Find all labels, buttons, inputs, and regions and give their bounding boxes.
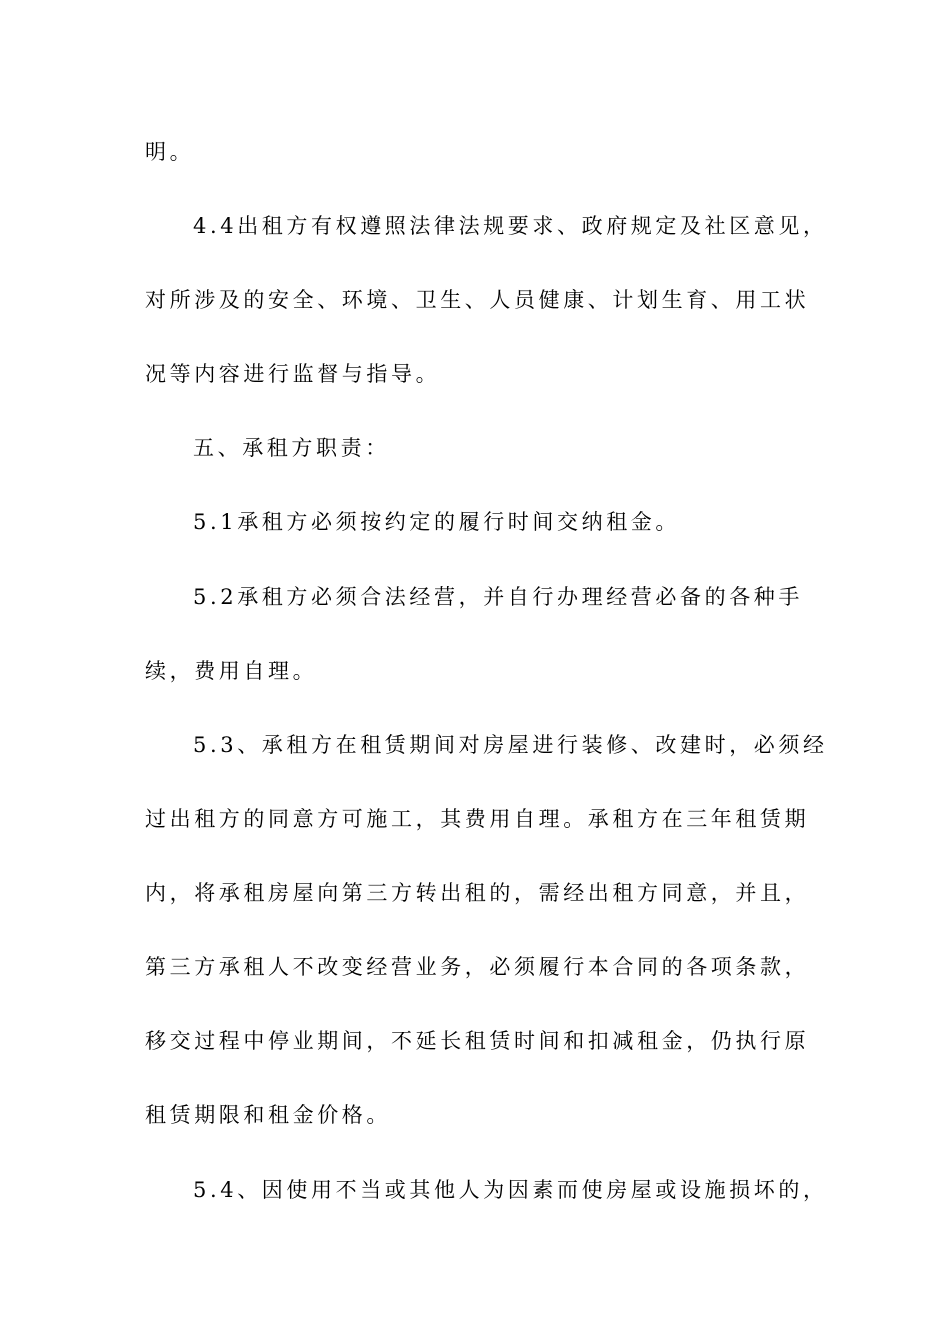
clause-5-3-line-3: 内，将承租房屋向第三方转出租的，需经出租方同意，并且，	[145, 881, 810, 905]
clause-5-3-line-1: 5.3、承租方在租赁期间对房屋进行装修、改建时，必须经	[193, 733, 828, 757]
clause-5-3-line-6: 租赁期限和租金价格。	[145, 1103, 391, 1127]
clause-5-3-line-2: 过出租方的同意方可施工，其费用自理。承租方在三年租赁期	[145, 807, 810, 831]
clause-5-1-line-1: 5.1承租方必须按约定的履行时间交纳租金。	[193, 510, 680, 534]
clause-5-4-line-1: 5.4、因使用不当或其他人为因素而使房屋或设施损坏的，	[193, 1178, 828, 1202]
clause-5-2-line-2: 续，费用自理。	[145, 659, 318, 683]
clause-4-4-line-1: 4.4出租方有权遵照法律法规要求、政府规定及社区意见，	[193, 214, 828, 238]
text-line-1: 明。	[145, 140, 195, 164]
clause-4-4-line-2: 对所涉及的安全、环境、卫生、人员健康、计划生育、用工状	[145, 288, 810, 312]
clause-5-3-line-4: 第三方承租人不改变经营业务，必须履行本合同的各项条款，	[145, 955, 810, 979]
section-5-heading: 五、承租方职责：	[193, 436, 390, 460]
clause-5-3-line-5: 移交过程中停业期间，不延长租赁时间和扣减租金，仍执行原	[145, 1029, 810, 1053]
clause-4-4-line-3: 况等内容进行监督与指导。	[145, 362, 441, 386]
clause-5-2-line-1: 5.2承租方必须合法经营，并自行办理经营必备的各种手	[193, 585, 803, 609]
